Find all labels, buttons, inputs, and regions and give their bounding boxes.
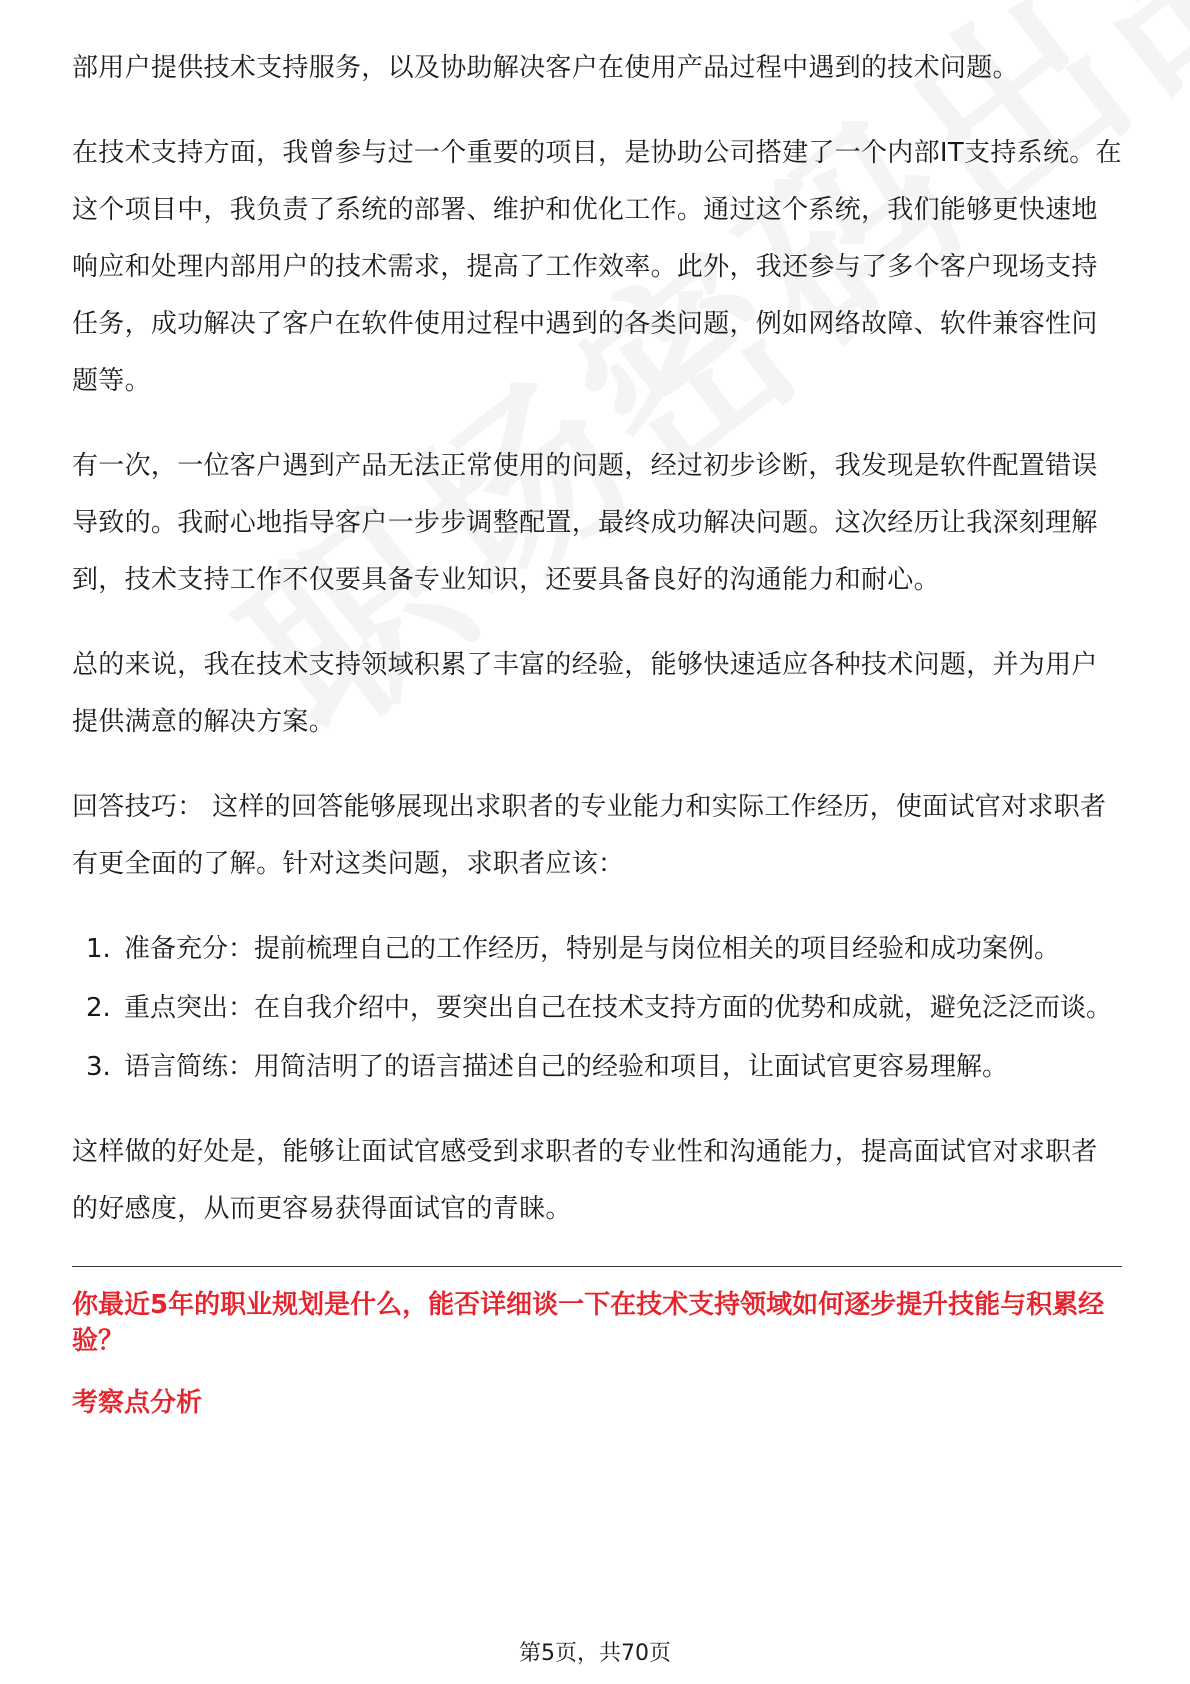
list-item	[72, 1039, 1122, 1096]
list-item-number: 1.	[86, 934, 111, 964]
paragraph-project-experience: 在技术支持方面，我曾参与过一个重要的项目，是协助公司搭建了一个内部IT支持系统。在这个项目中，我负责了系统的部署、维护和优化工作。通过这个系统，我们能够更快速地响应和处理内部用户的技术需求，提高了工作效率。此外，我还参与了多个客户现场支持任务，成功解决了客户在软件使用过程中遇到的各类问题，例如网络故障、软件兼容性问题等。	[72, 138, 1122, 396]
list-item-text: 重点突出：在自我介绍中，要突出自己在技术支持方面的优势和成就，避免泛泛而谈。	[124, 993, 1113, 1023]
paragraph-customer-story: 有一次，一位客户遇到产品无法正常使用的问题，经过初步诊断，我发现是软件配置错误导致的。我耐心地指导客户一步步调整配置，最终成功解决问题。这次经历让我深刻理解到，技术支持工作不仅要具备专业知识，还要具备良好的沟通能力和耐心。	[72, 451, 1098, 595]
list-item	[72, 921, 1122, 978]
list-item-number: 3.	[86, 1052, 111, 1082]
page-number-footer: 第5页，共70页	[519, 1641, 671, 1666]
list-item-text: 准备充分：提前梳理自己的工作经历，特别是与岗位相关的项目经验和成功案例。	[124, 934, 1061, 964]
paragraph-summary: 总的来说，我在技术支持领域积累了丰富的经验，能够快速适应各种技术问题，并为用户提供满意的解决方案。	[72, 650, 1098, 737]
list-item-text: 语言简练：用简洁明了的语言描述自己的经验和项目，让面试官更容易理解。	[124, 1052, 1009, 1082]
tips-list	[72, 921, 1122, 1096]
list-item-number: 2.	[86, 993, 111, 1023]
paragraph-answer-tips: 回答技巧： 这样的回答能够展现出求职者的专业能力和实际工作经历，使面试官对求职者有更全面的了解。针对这类问题，求职者应该：	[72, 792, 1107, 879]
next-question-heading: 你最近5年的职业规划是什么，能否详细谈一下在技术支持领域如何逐步提升技能与积累经验？	[72, 1290, 1105, 1356]
page-content	[72, 40, 1122, 1423]
list-item	[72, 980, 1122, 1037]
section-divider	[72, 1266, 1122, 1267]
paragraph-benefits: 这样做的好处是，能够让面试官感受到求职者的专业性和沟通能力，提高面试官对求职者的好感度，从而更容易获得面试官的青睐。	[72, 1137, 1098, 1224]
analysis-section-label: 考察点分析	[72, 1388, 203, 1418]
paragraph-continued: 部用户提供技术支持服务，以及协助解决客户在使用产品过程中遇到的技术问题。	[72, 53, 1019, 83]
